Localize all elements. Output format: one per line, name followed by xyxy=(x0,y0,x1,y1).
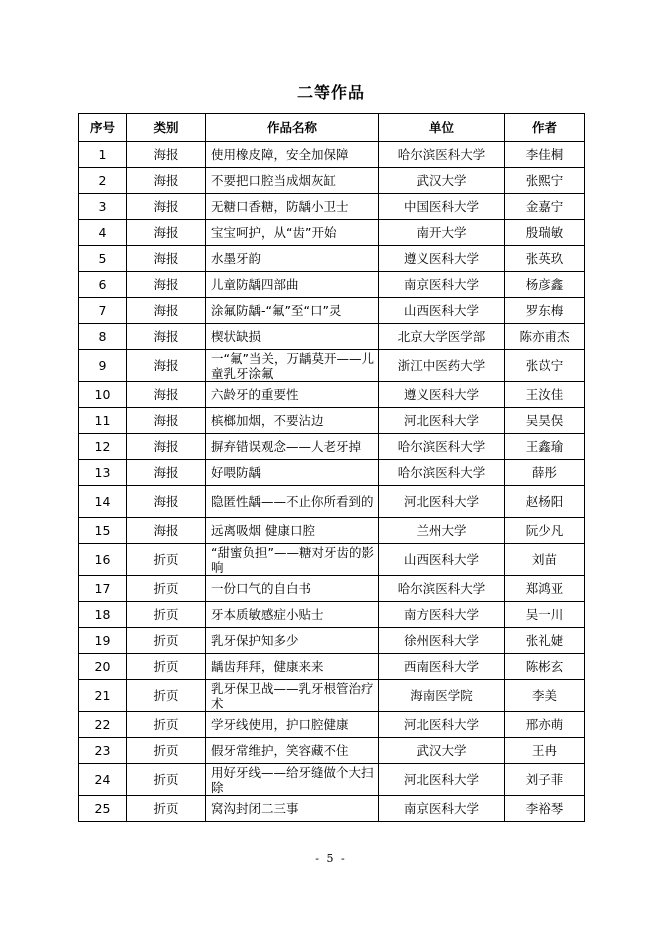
cell-index: 11 xyxy=(79,408,127,434)
cell-category: 海报 xyxy=(127,298,206,324)
cell-author: 吴昊俣 xyxy=(505,408,585,434)
cell-author: 刘子菲 xyxy=(505,764,585,796)
table-row xyxy=(79,168,585,194)
cell-index: 13 xyxy=(79,460,127,486)
table-row xyxy=(79,246,585,272)
cell-organization: 中国医科大学 xyxy=(379,194,505,220)
cell-author: 陈亦甫杰 xyxy=(505,324,585,350)
table-row xyxy=(79,194,585,220)
table-row xyxy=(79,628,585,654)
cell-category: 折页 xyxy=(127,544,206,576)
table-row xyxy=(79,654,585,680)
cell-index: 10 xyxy=(79,382,127,408)
cell-index: 23 xyxy=(79,738,127,764)
cell-index: 21 xyxy=(79,680,127,712)
table-row xyxy=(79,712,585,738)
cell-author: 薛彤 xyxy=(505,460,585,486)
cell-author: 阮少凡 xyxy=(505,518,585,544)
cell-work-name: 摒弃错误观念——人老牙掉 xyxy=(206,434,379,460)
cell-index: 1 xyxy=(79,142,127,168)
cell-author: 赵杨阳 xyxy=(505,486,585,518)
cell-index: 20 xyxy=(79,654,127,680)
table-row xyxy=(79,576,585,602)
cell-work-name: 好喂防龋 xyxy=(206,460,379,486)
page-title: 二等作品 xyxy=(296,83,365,102)
cell-category: 海报 xyxy=(127,194,206,220)
table-row xyxy=(79,680,585,712)
cell-category: 折页 xyxy=(127,738,206,764)
cell-author: 王冉 xyxy=(505,738,585,764)
table-row xyxy=(79,434,585,460)
table-row xyxy=(79,350,585,382)
table-row xyxy=(79,220,585,246)
award-table xyxy=(78,113,585,822)
cell-category: 海报 xyxy=(127,142,206,168)
table-header-row xyxy=(79,114,585,142)
cell-category: 折页 xyxy=(127,576,206,602)
cell-author: 李佳桐 xyxy=(505,142,585,168)
cell-work-name: 牙本质敏感症小贴士 xyxy=(206,602,379,628)
cell-work-name: 无糖口香糖，防龋小卫士 xyxy=(206,194,379,220)
cell-category: 折页 xyxy=(127,764,206,796)
cell-organization: 南京医科大学 xyxy=(379,796,505,822)
cell-index: 16 xyxy=(79,544,127,576)
table-row xyxy=(79,518,585,544)
cell-index: 7 xyxy=(79,298,127,324)
cell-organization: 海南医学院 xyxy=(379,680,505,712)
cell-category: 海报 xyxy=(127,460,206,486)
table-row xyxy=(79,142,585,168)
cell-category: 海报 xyxy=(127,246,206,272)
cell-organization: 徐州医科大学 xyxy=(379,628,505,654)
cell-work-name: 一份口气的自白书 xyxy=(206,576,379,602)
cell-organization: 哈尔滨医科大学 xyxy=(379,434,505,460)
cell-category: 海报 xyxy=(127,168,206,194)
cell-author: 王汝佳 xyxy=(505,382,585,408)
cell-work-name: 用好牙线——给牙缝做个大扫除 xyxy=(206,764,379,796)
cell-work-name: 乳牙保护知多少 xyxy=(206,628,379,654)
cell-work-name: 龋齿拜拜，健康来来 xyxy=(206,654,379,680)
cell-category: 海报 xyxy=(127,408,206,434)
cell-category: 折页 xyxy=(127,680,206,712)
cell-organization: 兰州大学 xyxy=(379,518,505,544)
cell-author: 王鑫瑜 xyxy=(505,434,585,460)
cell-work-name: 学牙线使用，护口腔健康 xyxy=(206,712,379,738)
cell-work-name: 六龄牙的重要性 xyxy=(206,382,379,408)
cell-work-name: 水墨牙韵 xyxy=(206,246,379,272)
table-row xyxy=(79,382,585,408)
cell-organization: 哈尔滨医科大学 xyxy=(379,142,505,168)
cell-category: 折页 xyxy=(127,602,206,628)
cell-category: 海报 xyxy=(127,324,206,350)
cell-category: 海报 xyxy=(127,350,206,382)
table-row xyxy=(79,460,585,486)
cell-author: 吴一川 xyxy=(505,602,585,628)
cell-author: 金嘉宁 xyxy=(505,194,585,220)
cell-organization: 南京医科大学 xyxy=(379,272,505,298)
cell-category: 海报 xyxy=(127,518,206,544)
cell-work-name: 涂氟防龋-“氟”至“口”灵 xyxy=(206,298,379,324)
cell-organization: 河北医科大学 xyxy=(379,486,505,518)
cell-index: 3 xyxy=(79,194,127,220)
page-number: - 5 - xyxy=(315,852,347,865)
cell-author: 陈彬玄 xyxy=(505,654,585,680)
cell-organization: 北京大学医学部 xyxy=(379,324,505,350)
cell-index: 14 xyxy=(79,486,127,518)
table-row xyxy=(79,738,585,764)
cell-organization: 哈尔滨医科大学 xyxy=(379,460,505,486)
cell-category: 海报 xyxy=(127,382,206,408)
cell-index: 8 xyxy=(79,324,127,350)
cell-work-name: 楔状缺损 xyxy=(206,324,379,350)
cell-organization: 河北医科大学 xyxy=(379,712,505,738)
cell-organization: 南开大学 xyxy=(379,220,505,246)
cell-index: 4 xyxy=(79,220,127,246)
cell-work-name: 宝宝呵护，从“齿”开始 xyxy=(206,220,379,246)
cell-author: 张英玖 xyxy=(505,246,585,272)
cell-organization: 武汉大学 xyxy=(379,738,505,764)
cell-organization: 浙江中医药大学 xyxy=(379,350,505,382)
cell-index: 5 xyxy=(79,246,127,272)
cell-index: 6 xyxy=(79,272,127,298)
cell-index: 15 xyxy=(79,518,127,544)
cell-author: 殷瑞敏 xyxy=(505,220,585,246)
cell-work-name: 一“氟”当关，万龋莫开——儿童乳牙涂氟 xyxy=(206,350,379,382)
cell-organization: 遵义医科大学 xyxy=(379,246,505,272)
table-body xyxy=(79,142,585,822)
header-index: 序号 xyxy=(79,114,127,142)
header-organization: 单位 xyxy=(379,114,505,142)
cell-author: 罗东梅 xyxy=(505,298,585,324)
cell-work-name: 不要把口腔当成烟灰缸 xyxy=(206,168,379,194)
cell-index: 19 xyxy=(79,628,127,654)
cell-organization: 哈尔滨医科大学 xyxy=(379,576,505,602)
cell-author: 张礼婕 xyxy=(505,628,585,654)
cell-work-name: 儿童防龋四部曲 xyxy=(206,272,379,298)
cell-author: 李美 xyxy=(505,680,585,712)
cell-index: 18 xyxy=(79,602,127,628)
cell-work-name: 乳牙保卫战——乳牙根管治疗术 xyxy=(206,680,379,712)
cell-index: 17 xyxy=(79,576,127,602)
cell-author: 杨彦鑫 xyxy=(505,272,585,298)
cell-organization: 河北医科大学 xyxy=(379,408,505,434)
cell-author: 刘苗 xyxy=(505,544,585,576)
cell-work-name: 使用橡皮障，安全加保障 xyxy=(206,142,379,168)
cell-index: 22 xyxy=(79,712,127,738)
cell-organization: 南方医科大学 xyxy=(379,602,505,628)
cell-author: 张苡宁 xyxy=(505,350,585,382)
cell-author: 张熙宁 xyxy=(505,168,585,194)
cell-category: 折页 xyxy=(127,712,206,738)
cell-organization: 西南医科大学 xyxy=(379,654,505,680)
cell-organization: 山西医科大学 xyxy=(379,544,505,576)
table-row xyxy=(79,408,585,434)
cell-index: 24 xyxy=(79,764,127,796)
cell-organization: 遵义医科大学 xyxy=(379,382,505,408)
table-row xyxy=(79,602,585,628)
cell-category: 海报 xyxy=(127,220,206,246)
table-row xyxy=(79,324,585,350)
table-row xyxy=(79,796,585,822)
table-row xyxy=(79,544,585,576)
cell-category: 折页 xyxy=(127,654,206,680)
cell-category: 海报 xyxy=(127,434,206,460)
header-category: 类别 xyxy=(127,114,206,142)
cell-category: 折页 xyxy=(127,628,206,654)
cell-author: 李裕琴 xyxy=(505,796,585,822)
header-author: 作者 xyxy=(505,114,585,142)
cell-work-name: 隐匿性龋——不止你所看到的 xyxy=(206,486,379,518)
cell-index: 25 xyxy=(79,796,127,822)
table-row xyxy=(79,486,585,518)
cell-category: 海报 xyxy=(127,272,206,298)
cell-author: 邢亦萌 xyxy=(505,712,585,738)
table-row xyxy=(79,272,585,298)
table-row xyxy=(79,764,585,796)
cell-work-name: 窝沟封闭二三事 xyxy=(206,796,379,822)
cell-index: 2 xyxy=(79,168,127,194)
cell-organization: 河北医科大学 xyxy=(379,764,505,796)
table-row xyxy=(79,298,585,324)
header-work-name: 作品名称 xyxy=(206,114,379,142)
cell-category: 海报 xyxy=(127,486,206,518)
cell-index: 12 xyxy=(79,434,127,460)
cell-organization: 武汉大学 xyxy=(379,168,505,194)
cell-index: 9 xyxy=(79,350,127,382)
cell-category: 折页 xyxy=(127,796,206,822)
cell-work-name: “甜蜜负担”——糖对牙齿的影响 xyxy=(206,544,379,576)
cell-author: 郑鸿亚 xyxy=(505,576,585,602)
cell-work-name: 假牙常维护，笑容藏不住 xyxy=(206,738,379,764)
cell-work-name: 远离吸烟 健康口腔 xyxy=(206,518,379,544)
cell-organization: 山西医科大学 xyxy=(379,298,505,324)
cell-work-name: 槟榔加烟，不要沾边 xyxy=(206,408,379,434)
